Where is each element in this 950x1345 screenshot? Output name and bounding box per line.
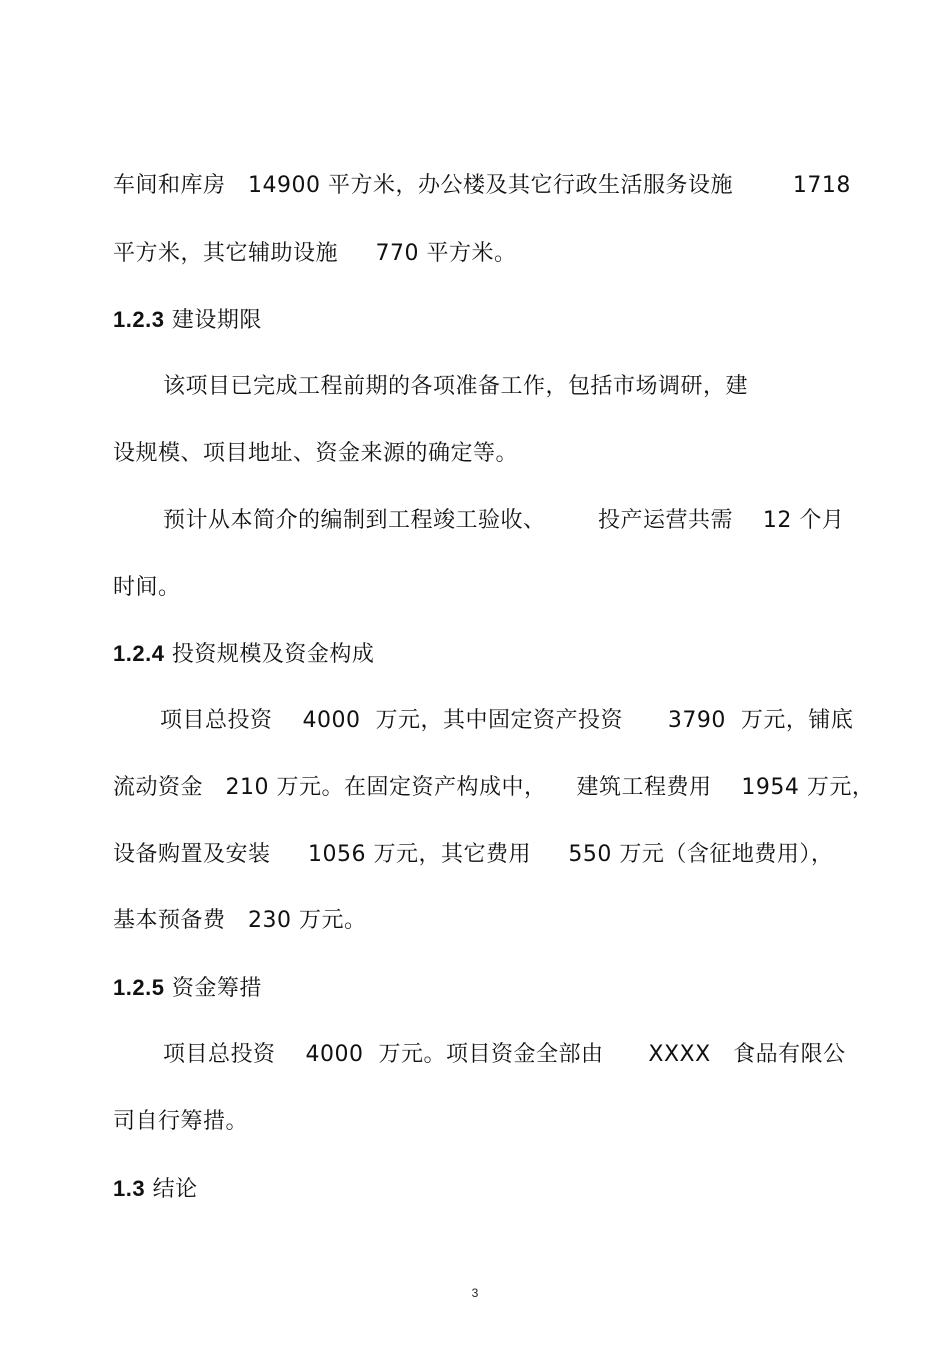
body-text-line: 项目总投资 4000 万元。项目资金全部由 XXXX 食品有限公 <box>163 1042 846 1067</box>
page-number: 3 <box>471 1286 479 1300</box>
section-heading-1-2-5 <box>113 974 262 1003</box>
body-text-line: 该项目已完成工程前期的各项准备工作，包括市场调研，建 <box>163 374 749 399</box>
heading-number: 1.2.3 <box>113 307 165 332</box>
heading-number: 1.2.4 <box>113 641 165 666</box>
body-text-line: 流动资金 210 万元。在固定资产构成中， 建筑工程费用 1954 万元， <box>113 775 875 800</box>
heading-number: 1.3 <box>113 1176 146 1201</box>
heading-number: 1.2.5 <box>113 975 165 1000</box>
heading-text: 投资规模及资金构成 <box>164 642 375 667</box>
heading-text: 结论 <box>145 1177 198 1202</box>
body-text-line: 项目总投资 4000 万元，其中固定资产投资 3790 万元，铺底 <box>160 708 854 733</box>
heading-text: 资金筹措 <box>164 976 262 1001</box>
body-text-line: 设规模、项目地址、资金来源的确定等。 <box>113 441 519 466</box>
body-text-line: 司自行筹措。 <box>113 1109 249 1134</box>
section-heading-1-2-4 <box>113 640 374 669</box>
heading-text: 建设期限 <box>164 308 262 333</box>
body-text-line: 预计从本简介的编制到工程竣工验收、 投产运营共需 12 个月 <box>163 508 845 533</box>
body-text-line: 平方米，其它辅助设施 770 平方米。 <box>113 241 517 266</box>
section-heading-1-3 <box>113 1175 198 1204</box>
section-heading-1-2-3 <box>113 306 262 335</box>
body-text-line: 车间和库房 14900 平方米，办公楼及其它行政生活服务设施 1718 <box>113 173 851 198</box>
body-text-line: 时间。 <box>113 575 181 600</box>
body-text-line: 基本预备费 230 万元。 <box>113 908 367 933</box>
body-text-line: 设备购置及安装 1056 万元，其它费用 550 万元（含征地费用）， <box>113 842 834 867</box>
